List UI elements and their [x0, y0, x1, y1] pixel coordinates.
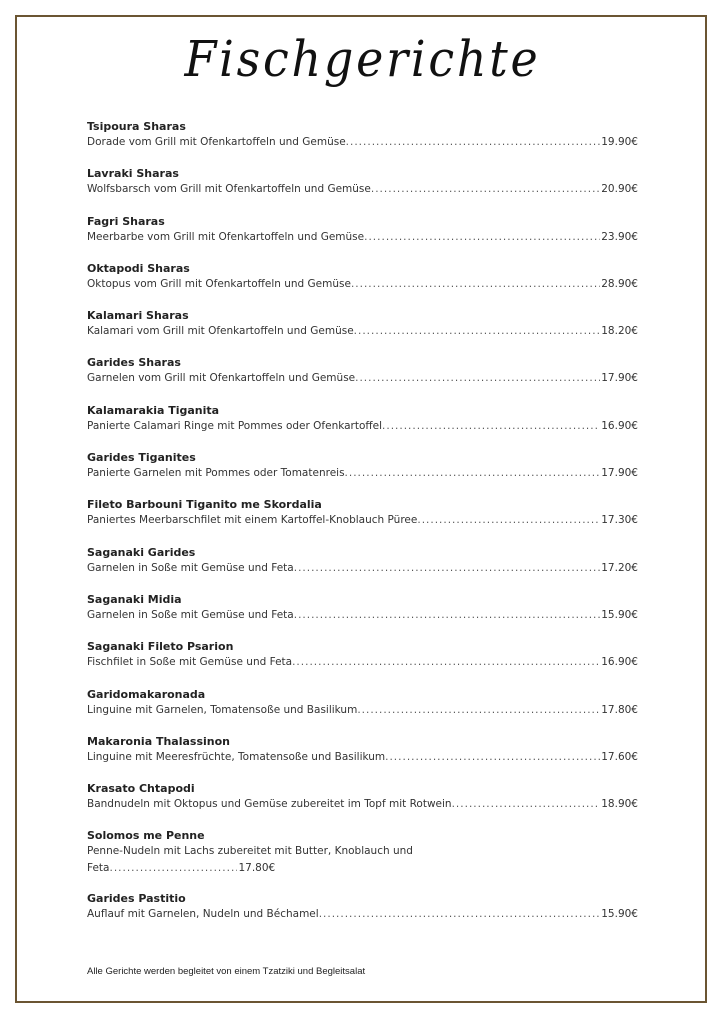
- dish-name: Krasato Chtapodi: [87, 782, 195, 796]
- dish-price: 17.90€: [601, 372, 638, 385]
- dot-leader: [357, 702, 600, 719]
- dish-price: 19.90€: [601, 136, 638, 148]
- dish-price: 17.80€: [601, 703, 638, 716]
- menu-item: [87, 214, 638, 261]
- dish-description: Meerbarbe vom Grill mit Ofenkartoffeln und Gemüse: [87, 230, 365, 243]
- dish-name: Saganaki Midia: [87, 592, 182, 606]
- dish-description: Linguine mit Meeresfrüchte, Tomatensoße und Basilikum: [87, 750, 386, 763]
- dish-description: Oktopus vom Grill mit Ofenkartoffeln und Gemüse: [87, 277, 351, 290]
- page-title: Fischgerichte: [184, 30, 541, 88]
- dot-leader: [385, 749, 600, 766]
- dish-name: Garides Tiganites: [87, 451, 196, 465]
- menu-item: [87, 261, 638, 308]
- dish-description: Penne-Nudeln mit Lachs zubereitet mit Butter, Knoblauch und: [87, 845, 413, 858]
- dot-leader: [354, 323, 601, 340]
- menu-item: [87, 734, 638, 781]
- dish-price: 17.90€: [601, 467, 638, 480]
- dish-price: 17.20€: [601, 561, 638, 574]
- dish-description: Auflauf mit Garnelen, Nudeln und Béchamel: [87, 908, 319, 921]
- menu-item: [87, 781, 638, 828]
- dot-leader: [294, 560, 601, 577]
- dot-leader: [371, 181, 600, 198]
- dot-leader: [355, 370, 600, 387]
- dot-leader: [319, 906, 601, 923]
- dish-description: Bandnudeln mit Oktopus und Gemüse zubereitet im Topf mit Rotwein: [87, 798, 452, 811]
- dish-price: 23.90€: [601, 230, 638, 243]
- dish-name: Tsipoura Sharas: [87, 120, 186, 133]
- dish-description: Wolfsbarsch vom Grill mit Ofenkartoffeln und Gemüse: [87, 183, 371, 196]
- footer-note: Alle Gerichte werden begleitet von einem Tzatziki und Begleitsalat: [87, 966, 366, 977]
- dish-price: 17.30€: [601, 514, 638, 527]
- dot-leader: [417, 512, 600, 529]
- dot-leader: [382, 418, 600, 435]
- dish-price: 17.60€: [601, 750, 638, 763]
- dish-description: Fischfilet in Soße mit Gemüse und Feta: [87, 656, 293, 669]
- dish-description: Panierte Garnelen mit Pommes oder Tomatenreis: [87, 467, 345, 480]
- dish-description: Panierte Calamari Ringe mit Pommes oder Ofenkartoffel: [87, 419, 383, 432]
- menu-item: [87, 545, 638, 592]
- menu-list: [87, 119, 638, 939]
- dot-leader: [351, 276, 600, 293]
- menu-item: [87, 355, 638, 402]
- dish-price: 28.90€: [601, 277, 638, 290]
- dish-name: Garidomakaronada: [87, 687, 206, 701]
- menu-item: [87, 166, 638, 213]
- menu-item: [87, 308, 638, 355]
- menu-item: [87, 639, 638, 686]
- menu-item: [87, 403, 638, 450]
- dish-name: Garides Sharas: [87, 356, 181, 370]
- dish-description: Garnelen in Soße mit Gemüse und Feta: [87, 608, 294, 621]
- dish-name: Solomos me Penne: [87, 829, 205, 843]
- menu-item: [87, 828, 638, 891]
- dot-leader: [364, 229, 600, 246]
- dot-leader: [346, 134, 601, 151]
- dish-price: 18.90€: [601, 798, 638, 811]
- dish-name: Saganaki Fileto Psarion: [87, 640, 234, 654]
- dot-leader: [452, 796, 601, 813]
- dish-description: Paniertes Meerbarschfilet mit einem Kartoffel-Knoblauch Püree: [87, 514, 418, 527]
- dish-price: 17.80€: [238, 862, 276, 875]
- dish-name: Garides Pastitio: [87, 892, 186, 906]
- menu-item: [87, 592, 638, 639]
- menu-item: [87, 891, 638, 938]
- dish-name: Kalamarakia Tiganita: [87, 403, 220, 417]
- dish-price: 16.90€: [601, 656, 638, 669]
- menu-item: [87, 450, 638, 497]
- menu-item: [87, 119, 638, 166]
- dish-description: Garnelen vom Grill mit Ofenkartoffeln und Gemüse: [87, 372, 356, 385]
- dish-description: Kalamari vom Grill mit Ofenkartoffeln und Gemüse: [87, 325, 354, 338]
- dot-leader: [345, 465, 601, 482]
- dish-name: Fagri Sharas: [87, 214, 165, 228]
- dish-price: 16.90€: [601, 419, 638, 432]
- dish-price: 20.90€: [601, 183, 638, 196]
- dish-description: Garnelen in Soße mit Gemüse und Feta: [87, 561, 294, 574]
- dish-price: 18.20€: [601, 325, 638, 338]
- dot-leader: [109, 860, 237, 877]
- dish-name: Makaronia Thalassinon: [87, 734, 230, 748]
- dish-name: Oktapodi Sharas: [87, 261, 190, 275]
- dish-description: Linguine mit Garnelen, Tomatensoße und Basilikum: [87, 703, 358, 716]
- dot-leader: [294, 607, 601, 624]
- dish-name: Fileto Barbouni Tiganito me Skordalia: [87, 498, 322, 512]
- dish-price: 15.90€: [601, 608, 638, 621]
- menu-item: [87, 497, 638, 544]
- dish-name: Lavraki Sharas: [87, 167, 179, 181]
- menu-item: [87, 687, 638, 734]
- dish-price: 15.90€: [601, 908, 638, 921]
- dish-description-cont: Feta: [87, 862, 110, 875]
- dish-description: Dorade vom Grill mit Ofenkartoffeln und Gemüse: [87, 136, 346, 148]
- dot-leader: [292, 654, 600, 671]
- dish-name: Saganaki Garides: [87, 545, 196, 559]
- dish-name: Kalamari Sharas: [87, 309, 189, 323]
